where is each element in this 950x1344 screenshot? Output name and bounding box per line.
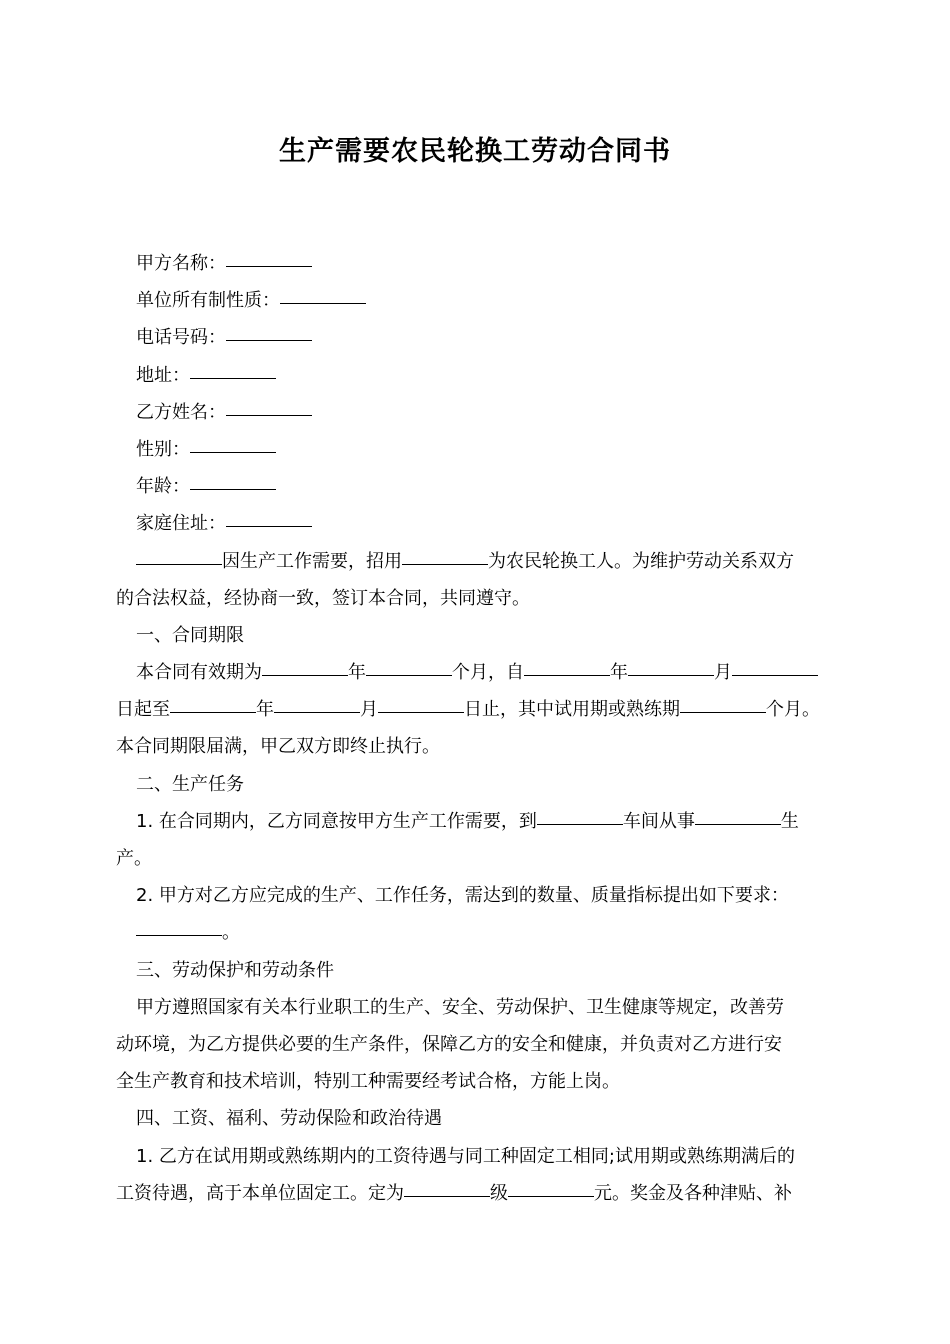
field-party-b-name [116,394,850,431]
section-heading: 四、工资、福利、劳动保险和政治待遇 [136,1108,442,1130]
term-line-2 [116,691,850,728]
wage-text: 元。奖金及各种津贴、补 [594,1182,792,1204]
fill-blank [732,674,818,676]
fill-blank [628,674,714,676]
field-ownership [116,282,850,319]
task-item-1-cont: 产。 [116,848,152,869]
paragraph-line: 1. 乙方在试用期或熟练期内的工资待遇与同工种固定工相同;试用期或熟练期满后的 [136,1145,795,1167]
intro-text: 因生产工作需要，招用 [222,550,402,572]
fill-blank [280,302,366,304]
term-text: 个月。 [766,699,820,721]
fill-blank [404,1195,490,1197]
section-heading: 三、劳动保护和劳动条件 [136,959,334,981]
task-text: 生 [780,810,799,832]
fill-blank [190,488,276,490]
fill-blank [402,563,488,565]
task-text: 1. 在合同期内，乙方同意按甲方生产工作需要，到 [136,810,537,832]
wage-text: 工资待遇，高于本单位固定工。定为 [116,1182,404,1204]
fill-blank [262,674,348,676]
field-label: 电话号码： [136,327,226,349]
fill-blank [226,525,312,527]
section-heading: 一、合同期限 [136,624,244,646]
paragraph-line: 甲方遵照国家有关本行业职工的生产、安全、劳动保护、卫生健康等规定，改善劳 [136,996,784,1018]
task-text: 。 [222,922,240,944]
fill-blank [524,674,610,676]
fill-blank [170,711,256,713]
field-label: 地址： [136,364,190,386]
fill-blank [366,674,452,676]
document-body [116,245,850,1212]
term-text: 本合同有效期为 [136,662,262,684]
field-home-address [116,505,850,542]
field-phone [116,319,850,356]
fill-blank [695,823,781,825]
term-text: 年 [610,662,628,684]
term-text: 日止，其中试用期或熟练期 [464,699,680,721]
fill-blank [274,711,360,713]
fill-blank [378,711,464,713]
fill-blank [508,1195,594,1197]
field-address [116,357,850,394]
field-label: 单位所有制性质： [136,290,280,312]
term-text: 年 [256,699,274,721]
document-title: 生产需要农民轮换工劳动合同书 [279,136,671,167]
field-label: 乙方姓名： [136,401,226,423]
field-label: 家庭住址： [136,513,226,535]
term-text: 日起至 [116,699,170,721]
fill-blank [190,377,276,379]
task-text: 车间从事 [622,810,695,832]
fill-blank [136,934,222,936]
intro-text: 为农民轮换工人。为维护劳动关系双方 [488,550,794,572]
paragraph-line: 动环境，为乙方提供必要的生产条件，保障乙方的安全和健康，并负责对乙方进行安 [116,1033,782,1055]
task-item-1 [116,803,850,840]
field-party-a-name [116,245,850,282]
fill-blank [190,451,276,453]
term-line-3: 本合同期限届满，甲乙双方即终止执行。 [116,736,440,758]
section-heading: 二、生产任务 [136,773,244,795]
field-label: 年龄： [136,476,190,498]
term-text: 年 [348,662,366,684]
fill-blank [226,414,312,416]
wage-text: 级 [490,1182,508,1204]
fill-blank [537,823,623,825]
term-text: 个月，自 [452,662,524,684]
fill-blank [226,265,312,267]
fill-blank [136,563,222,565]
intro-line-1 [116,543,850,580]
fill-blank [680,711,766,713]
paragraph-line: 全生产教育和技术培训，特别工种需要经考试合格，方能上岗。 [116,1071,620,1093]
intro-line-2: 的合法权益，经协商一致，签订本合同，共同遵守。 [116,587,530,609]
task-item-2: 2. 甲方对乙方应完成的生产、工作任务，需达到的数量、质量指标提出如下要求： [136,885,789,907]
field-age [116,468,850,505]
term-line-1 [116,654,850,691]
field-label: 性别： [136,438,190,460]
field-gender [116,431,850,468]
term-text: 月 [360,699,378,721]
term-text: 月 [714,662,732,684]
task-item-2-blank [116,914,850,951]
field-label: 甲方名称： [136,253,226,274]
paragraph-line [116,1175,850,1212]
fill-blank [226,339,312,341]
